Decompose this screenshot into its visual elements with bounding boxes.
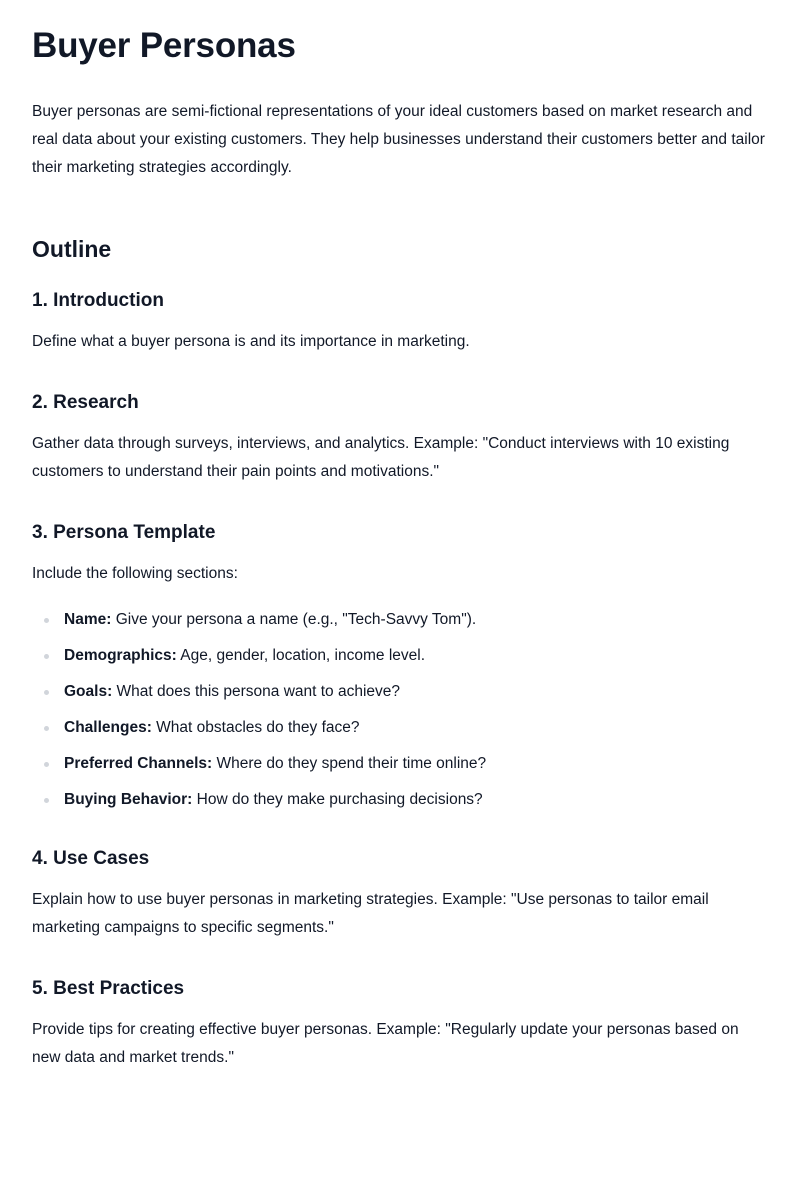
list-item xyxy=(44,788,768,812)
section-text: Include the following sections: xyxy=(32,565,238,582)
list-item-label: Challenges: xyxy=(64,719,152,736)
section-heading: 4. Use Cases xyxy=(32,848,150,869)
list-item-text: What does this persona want to achieve? xyxy=(112,683,401,700)
list-item-label: Demographics: xyxy=(64,647,177,664)
list-item xyxy=(44,716,768,740)
section-heading: 5. Best Practices xyxy=(32,978,185,999)
list-item-label: Buying Behavior: xyxy=(64,791,193,808)
intro-paragraph: Buyer personas are semi-fictional representations of your ideal customers based on market research and real data about your existing customers. They help businesses understand their customers better and tailor their marketing strategies accordingly. xyxy=(32,103,765,176)
list-item-text: How do they make purchasing decisions? xyxy=(192,791,483,808)
section-research xyxy=(32,390,768,486)
list-item-text: Where do they spend their time online? xyxy=(212,755,487,772)
section-text: Provide tips for creating effective buyer personas. Example: "Regularly update your personas based on new data and market trends." xyxy=(32,1021,739,1066)
list-item-label: Preferred Channels: xyxy=(64,755,213,772)
list-item-text: What obstacles do they face? xyxy=(151,719,360,736)
list-item-label: Goals: xyxy=(64,683,113,700)
list-item xyxy=(44,644,768,668)
template-list xyxy=(32,608,768,812)
list-item xyxy=(44,608,768,632)
section-heading: 3. Persona Template xyxy=(32,522,216,543)
page-title: Buyer Personas xyxy=(32,26,296,65)
section-use-cases xyxy=(32,846,768,942)
list-item xyxy=(44,680,768,704)
section-text: Explain how to use buyer personas in marketing strategies. Example: "Use personas to tailor email marketing campaigns to specific segments." xyxy=(32,891,709,936)
section-heading: 1. Introduction xyxy=(32,290,164,311)
section-persona-template xyxy=(32,520,768,812)
list-item xyxy=(44,752,768,776)
outline-heading: Outline xyxy=(32,236,112,262)
list-item-label: Name: xyxy=(64,611,112,628)
section-text: Define what a buyer persona is and its importance in marketing. xyxy=(32,333,470,350)
list-item-text: Give your persona a name (e.g., "Tech-Savvy Tom"). xyxy=(111,611,477,628)
section-best-practices xyxy=(32,976,768,1072)
list-item-text: Age, gender, location, income level. xyxy=(176,647,426,664)
section-introduction xyxy=(32,288,768,356)
section-text: Gather data through surveys, interviews, and analytics. Example: "Conduct interviews with 10 existing customers to understand their pain points and motivations." xyxy=(32,435,730,480)
section-heading: 2. Research xyxy=(32,392,139,413)
